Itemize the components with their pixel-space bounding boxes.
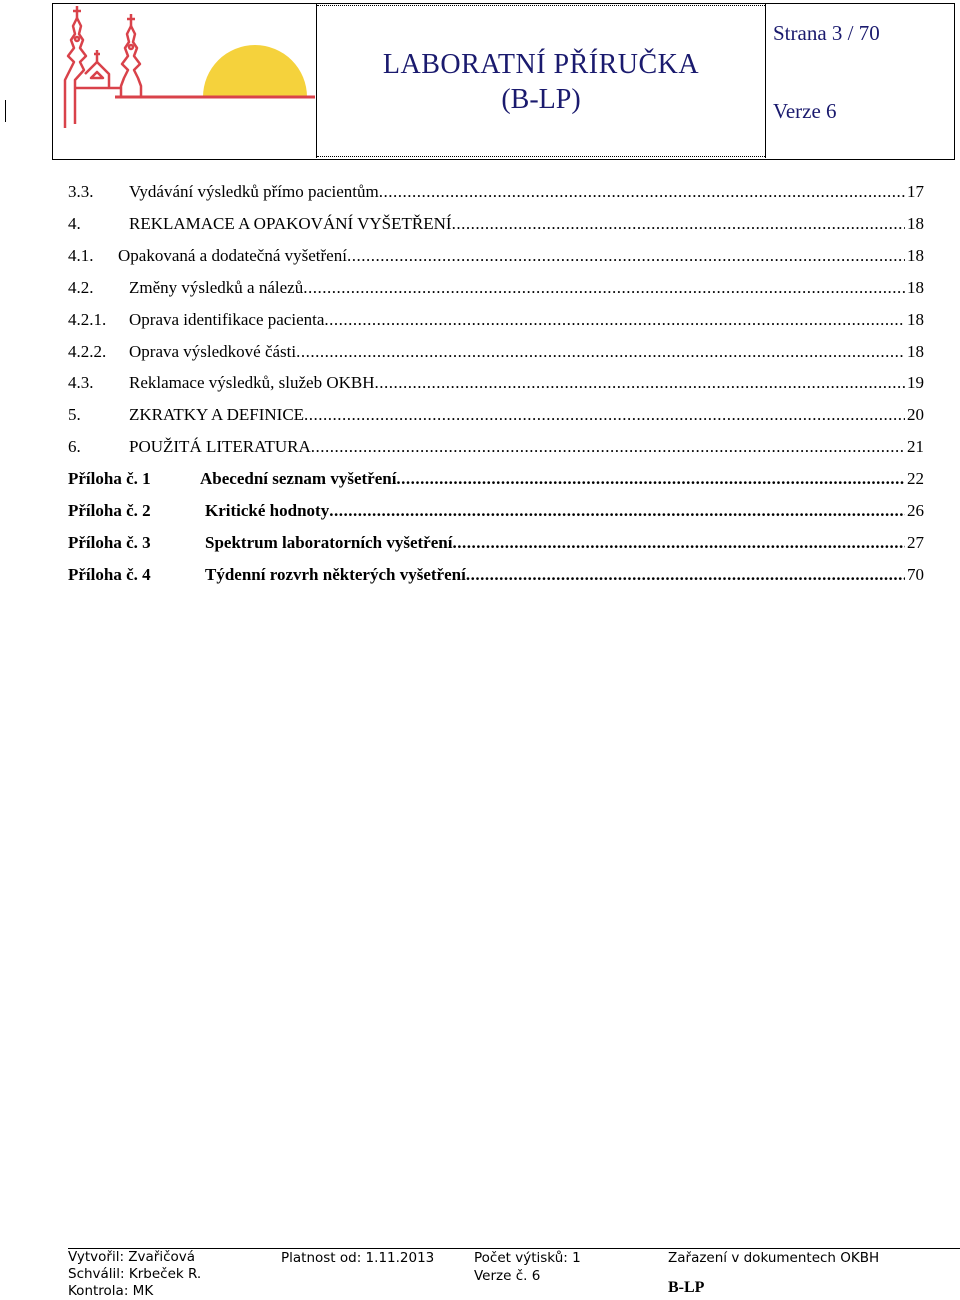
toc-entry-page: 18 [907,277,924,297]
page-meta [767,4,953,158]
toc-entry-page: 17 [907,182,924,201]
toc-entry-page: 70 [907,564,924,584]
toc-entry-number: 4.1. [68,245,94,265]
toc-entry[interactable] [68,180,924,204]
document-title: LABORATNÍ PŘÍRUČKA [382,49,700,80]
toc-leader-dots [375,371,906,395]
toc-leader-dots [452,531,905,555]
toc-entry-title: Opakovaná a dodatečná vyšetření [118,244,347,268]
document-header [52,3,955,160]
toc-entry-page: 27 [907,532,924,552]
toc-entry-title: Vydávání výsledků přímo pacientům [129,180,379,204]
toc-entry-page: 18 [907,341,924,361]
toc-entry-number: Příloha č. 2 [68,501,151,520]
toc-leader-dots [396,467,905,491]
toc-leader-dots [324,308,905,332]
footer-doc-code: B-LP [668,1279,705,1296]
version-label: Verze 6 [773,99,837,123]
toc-entry-number: 4.2.2. [68,341,107,361]
toc-entry-page: 20 [907,405,924,425]
church-sun-logo-icon [53,4,316,158]
footer-valid-from: Platnost od: 1.11.2013 [281,1250,435,1266]
toc-leader-dots [329,499,905,523]
text-cursor [5,100,6,122]
toc-entry-number: Příloha č. 3 [68,532,151,552]
toc-leader-dots [304,403,905,427]
document-footer [68,1246,960,1298]
toc-entry[interactable] [68,308,924,332]
footer-classification: Zařazení v dokumentech OKBH [668,1250,880,1266]
document-title-block [317,4,766,158]
toc-entry-number: 3.3. [68,182,94,201]
toc-entry-number: 4.3. [68,373,94,393]
toc-entry-page: 21 [907,437,924,457]
toc-entry-page: 19 [907,373,924,393]
toc-entry[interactable] [68,340,924,364]
page-number: Strana 3 / 70 [773,21,880,45]
toc-entry-number: Příloha č. 4 [68,564,151,584]
toc-entry[interactable] [68,499,924,523]
hospital-logo [53,4,317,158]
toc-entry[interactable] [68,403,924,427]
toc-entry-number: 4.2. [68,277,94,297]
footer-divider [68,1248,960,1249]
toc-leader-dots [452,212,905,236]
toc-entry-title: Kritické hodnoty [205,499,329,523]
footer-copies: Počet výtisků: 1 [474,1250,581,1266]
toc-entry-page: 22 [907,469,924,489]
toc-entry-title: Týdenní rozvrh některých vyšetření [205,563,466,587]
toc-leader-dots [303,276,905,300]
toc-entry[interactable] [68,467,924,491]
toc-entry-page: 26 [907,501,924,520]
toc-entry-title: Změny výsledků a nálezů [129,276,303,300]
toc-entry-number: 4.2.1. [68,309,107,329]
toc-entry-title: Oprava výsledkové části [129,340,296,364]
footer-created: Vytvořil: Zvařičová [68,1249,196,1265]
toc-entry[interactable] [68,371,924,395]
toc-entry-title: Oprava identifikace pacienta [129,308,324,332]
toc-entry[interactable] [68,244,924,268]
document-code: (B-LP) [501,84,581,115]
toc-leader-dots [311,435,905,459]
toc-leader-dots [379,180,905,204]
toc-entry-number: 6. [68,437,81,457]
toc-leader-dots [466,563,905,587]
toc-entry-title: Spektrum laboratorních vyšetření [205,531,452,555]
toc-entry-number: 4. [68,213,81,233]
toc-entry-page: 18 [907,245,924,265]
toc-entry-title: Reklamace výsledků, služeb OKBH [129,371,375,395]
toc-entry-number: 5. [68,405,81,425]
toc-entry-title: REKLAMACE A OPAKOVÁNÍ VYŠETŘENÍ [129,212,452,236]
toc-leader-dots [296,340,905,364]
toc-entry[interactable] [68,276,924,300]
toc-entry[interactable] [68,531,924,555]
toc-leader-dots [347,244,905,268]
toc-entry-title: POUŽITÁ LITERATURA [129,435,311,459]
toc-entry[interactable] [68,212,924,236]
footer-checked: Kontrola: MK [68,1283,154,1299]
toc-entry-page: 18 [907,213,924,233]
footer-approved: Schválil: Krbeček R. [68,1266,202,1282]
footer-version: Verze č. 6 [474,1268,541,1284]
toc-entry-title: Abecední seznam vyšetření [200,467,396,491]
toc-entry-page: 18 [907,309,924,329]
toc-entry-title: ZKRATKY A DEFINICE [129,403,304,427]
toc-entry[interactable] [68,563,924,587]
toc-entry[interactable] [68,435,924,459]
toc-entry-number: Příloha č. 1 [68,469,151,489]
